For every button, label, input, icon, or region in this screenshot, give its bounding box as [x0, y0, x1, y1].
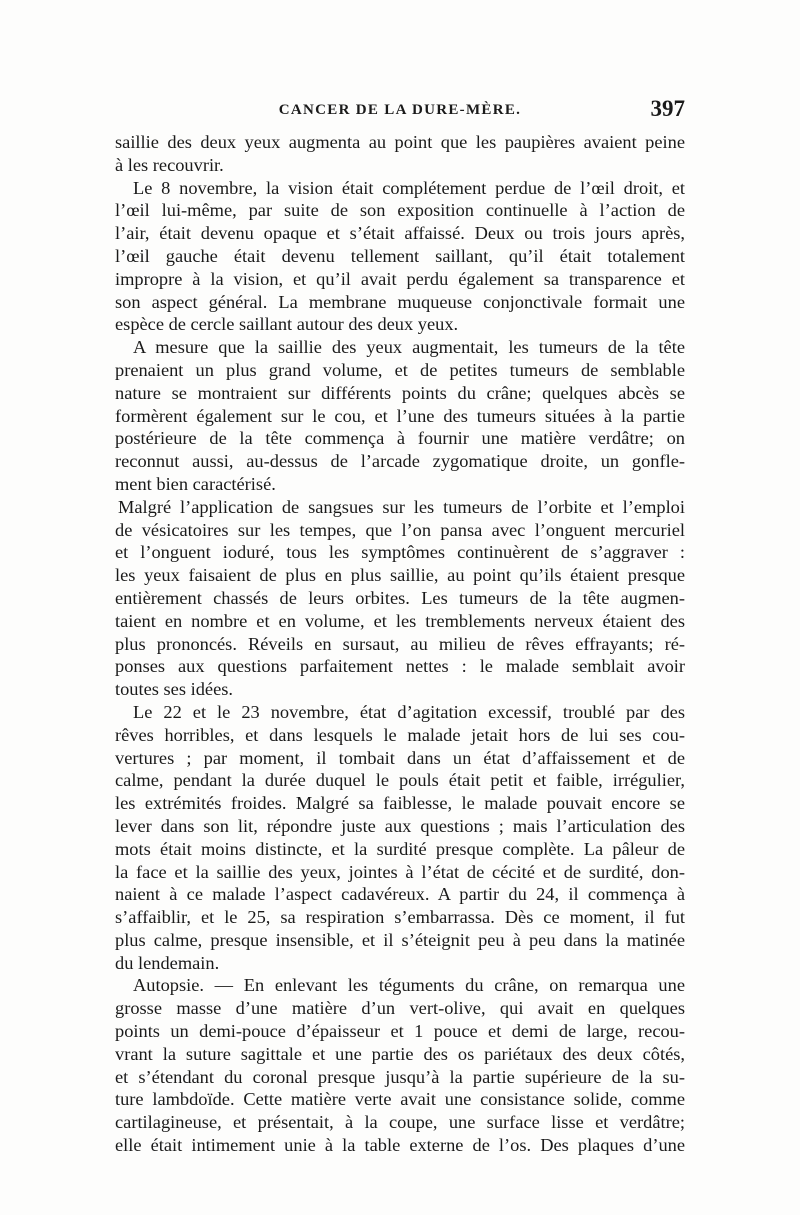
text-line: plus prononcés. Réveils en sursaut, au milieu de rêves effrayants; ré-	[115, 633, 685, 654]
text-line: l’œil lui-même, par suite de son exposition continuelle à l’action de	[115, 200, 685, 221]
text-line: Le 8 novembre, la vision était complétement perdue de l’œil droit, et	[133, 177, 685, 198]
text-line: nature se montraient sur différents points du crâne; quelques abcès se	[115, 382, 685, 403]
body-text	[115, 131, 685, 1157]
text-line: calme, pendant la durée duquel le pouls était petit et faible, irrégulier,	[115, 770, 685, 791]
text-line: les extrémités froides. Malgré sa faiblesse, le malade pouvait encore se	[115, 793, 685, 814]
text-line: reconnut aussi, au-dessus de l’arcade zygomatique droite, un gonfle-	[115, 451, 685, 472]
text-line: la face et la saillie des yeux, jointes à l’état de cécité et de surdité, don-	[115, 861, 685, 882]
text-line: Autopsie. — En enlevant les téguments du crâne, on remarqua une	[133, 975, 685, 996]
text-line: ponses aux questions parfaitement nettes : le malade semblait avoir	[115, 656, 685, 677]
text-line: Le 22 et le 23 novembre, état d’agitation excessif, troublé par des	[133, 701, 685, 722]
text-line: cartilagineuse, et présentait, à la coupe, une surface lisse et verdâtre;	[115, 1112, 685, 1133]
text-line: ture lambdoïde. Cette matière verte avait une consistance solide, comme	[115, 1089, 685, 1110]
text-line: s’affaiblir, et le 25, sa respiration s’embarrassa. Dès ce moment, il fut	[115, 907, 685, 928]
text-line: Malgré l’application de sangsues sur les tumeurs de l’orbite et l’emploi	[118, 496, 685, 517]
text-line: à les recouvrir.	[115, 154, 224, 175]
text-line: toutes ses idées.	[115, 679, 233, 700]
text-line: les yeux faisaient de plus en plus saillie, au point qu’ils étaient presque	[115, 565, 685, 586]
text-line: l’œil gauche était devenu tellement saillant, qu’il était totalement	[115, 245, 685, 266]
text-line: l’air, était devenu opaque et s’était affaissé. Deux ou trois jours après,	[115, 223, 685, 244]
text-line: impropre à la vision, et qu’il avait perdu également sa transparence et	[115, 268, 685, 289]
text-line: et s’étendant du coronal presque jusqu’à la partie supérieure de la su-	[115, 1066, 685, 1087]
text-line: elle était intimement unie à la table externe de l’os. Des plaques d’une	[115, 1135, 685, 1156]
text-line: rêves horribles, et dans lesquels le malade jetait hors de lui ses cou-	[115, 724, 685, 745]
text-line: ment bien caractérisé.	[115, 473, 276, 494]
text-line: et l’onguent ioduré, tous les symptômes continuèrent de s’aggraver :	[115, 542, 685, 563]
text-line: lever dans son lit, répondre juste aux questions ; mais l’articulation des	[115, 815, 685, 836]
text-line: son aspect général. La membrane muqueuse conjonctivale formait une	[115, 291, 685, 312]
text-line: formèrent également sur le cou, et l’une des tumeurs situées à la partie	[115, 405, 685, 426]
running-title: CANCER DE LA DURE-MÈRE.	[278, 102, 522, 118]
text-line: plus calme, presque insensible, et il s’éteignit peu à peu dans la matinée	[115, 929, 685, 950]
text-line: taient en nombre et en volume, et les tremblements nerveux étaient des	[115, 610, 685, 631]
text-line: mots était moins distincte, et la surdité presque complète. La pâleur de	[115, 838, 685, 859]
text-line: postérieure de la tête commença à fournir une matière verdâtre; on	[115, 428, 685, 449]
text-line: entièrement chassés de leurs orbites. Les tumeurs de la tête augmen-	[115, 587, 685, 608]
text-line: vrant la suture sagittale et une partie des os pariétaux des deux côtés,	[115, 1043, 685, 1064]
text-line: espèce de cercle saillant autour des deux yeux.	[115, 314, 459, 335]
page-number: 397	[650, 96, 685, 121]
text-line: prenaient un plus grand volume, et de petites tumeurs de semblable	[115, 359, 685, 380]
text-line: vertures ; par moment, il tombait dans un état d’affaissement et de	[115, 747, 685, 768]
page-header	[115, 96, 685, 126]
text-line: de vésicatoires sur les tempes, que l’on pansa avec l’onguent mercuriel	[115, 519, 685, 540]
text-line: saillie des deux yeux augmenta au point que les paupières avaient peine	[115, 132, 685, 152]
text-line: du lendemain.	[115, 952, 220, 973]
text-line: A mesure que la saillie des yeux augmentait, les tumeurs de la tête	[133, 337, 685, 358]
text-line: naient à ce malade l’aspect cadavéreux. A partir du 24, il commença à	[115, 884, 685, 905]
text-line: points un demi-pouce d’épaisseur et 1 pouce et demi de large, recou-	[115, 1021, 685, 1042]
text-line: grosse masse d’une matière d’un vert-olive, qui avait en quelques	[115, 998, 685, 1019]
